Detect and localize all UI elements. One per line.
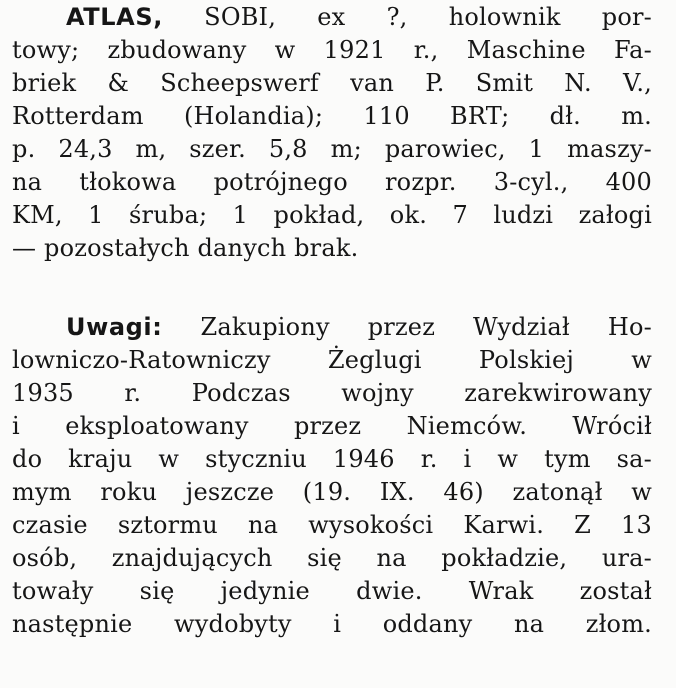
notes-line-3: 1935 r. Podczas wojny zarekwirowany [12, 379, 652, 407]
entry-line-3: briek & Scheepswerf van P. Smit N. V., [12, 69, 652, 97]
notes-line-5: do kraju w styczniu 1946 r. i w tym sa- [12, 445, 652, 473]
notes-line-9: towały się jedynie dwie. Wrak został [12, 577, 652, 605]
entry-line-4: Rotterdam (Holandia); 110 BRT; dł. m. [12, 102, 652, 130]
entry-line-6: na tłokowa potrójnego rozpr. 3-cyl., 400 [12, 168, 652, 196]
notes-line-2: lowniczo-Ratowniczy Żeglugi Polskiej w [12, 346, 652, 374]
notes-line-4: i eksploatowany przez Niemców. Wrócił [12, 412, 652, 440]
entry-line-8: — pozostałych danych brak. [12, 234, 359, 262]
entry-line-1-text: SOBI, ex ?, holownik por- [204, 3, 652, 31]
notes-line-6: mym roku jeszcze (19. IX. 46) zatonął w [12, 478, 652, 506]
notes-label: Uwagi: [66, 313, 163, 341]
entry-line-1 [66, 0, 652, 34]
entry-line-5: p. 24,3 m, szer. 5,8 m; parowiec, 1 maszy- [12, 135, 652, 163]
notes-line-1-text: Zakupiony przez Wydział Ho- [200, 313, 652, 341]
entry-line-2: towy; zbudowany w 1921 r., Maschine Fa- [12, 36, 652, 64]
notes-line-7: czasie sztormu na wysokości Karwi. Z 13 [12, 511, 652, 539]
entry-line-7: KM, 1 śruba; 1 pokład, ok. 7 ludzi załogi [12, 201, 652, 229]
notes-line-1 [66, 310, 652, 344]
ship-name: ATLAS, [66, 3, 163, 31]
notes-line-8: osób, znajdujących się na pokładzie, ura- [12, 544, 652, 572]
notes-line-10: następnie wydobyty i oddany na złom. [12, 610, 652, 638]
